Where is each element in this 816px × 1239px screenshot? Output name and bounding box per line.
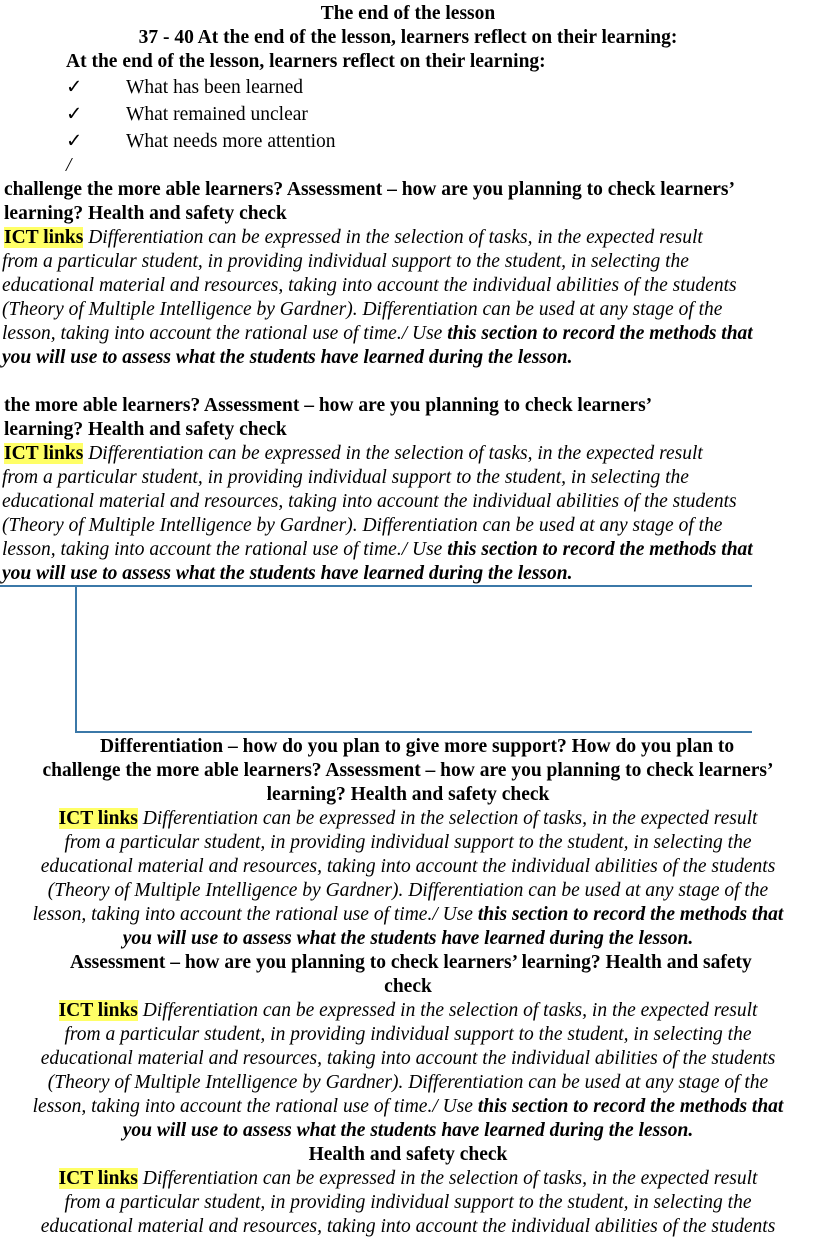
body-line: you will use to assess what the students have learned during the lesson. <box>2 563 573 584</box>
differentiation-text: Differentiation can be expressed in the selection of tasks, in the expected result <box>83 443 703 464</box>
block-heading-line: learning? Health and safety check <box>266 784 550 805</box>
body-line: from a particular student, in providing individual support to the student, in selecting the <box>64 832 752 853</box>
ict-links-label: ICT links <box>58 1000 138 1021</box>
ict-line <box>0 999 816 1023</box>
reflection-item: What has been learned <box>126 77 304 98</box>
body-line: educational material and resources, taking into account the individual abilities of the students <box>40 856 776 877</box>
body-line: you will use to assess what the students have learned during the lesson. <box>122 928 694 949</box>
block-heading-line: challenge the more able learners? Assessment – how are you planning to check learners’ <box>4 179 736 200</box>
differentiation-text: Differentiation can be expressed in the selection of tasks, in the expected result <box>137 808 758 829</box>
body-line: educational material and resources, taking into account the individual abilities of the students <box>40 1048 776 1069</box>
ict-links-label: ICT links <box>4 443 84 464</box>
body-line: you will use to assess what the students have learned during the lesson. <box>2 347 573 368</box>
check-icon: ✓ <box>66 77 83 98</box>
block-heading-line: challenge the more able learners? Assessment – how are you planning to check learners’ <box>42 760 774 781</box>
ict-links-label: ICT links <box>4 227 84 248</box>
body-line: from a particular student, in providing individual support to the student, in selecting the <box>64 1024 752 1045</box>
timing-line: 37 - 40 At the end of the lesson, learners reflect on their learning: <box>138 27 678 48</box>
body-line: you will use to assess what the students have learned during the lesson. <box>122 1120 694 1141</box>
lesson-end-title: The end of the lesson <box>320 3 496 24</box>
body-line: educational material and resources, taking into account the individual abilities of the students <box>2 491 737 512</box>
ict-line <box>4 226 703 250</box>
glyph-line: / <box>66 155 72 176</box>
ict-line <box>4 442 703 466</box>
body-line: (Theory of Multiple Intelligence by Gardner). Differentiation can be used at any stage of the <box>47 1072 769 1093</box>
block-heading-line: Health and safety check <box>308 1144 508 1165</box>
table-border-left <box>75 585 77 733</box>
ict-line <box>0 807 816 831</box>
body-line: educational material and resources, taking into account the individual abilities of the students <box>40 1216 776 1237</box>
ict-links-label: ICT links <box>58 808 138 829</box>
body-line: from a particular student, in providing individual support to the student, in selecting the <box>64 1192 752 1213</box>
block-heading-line: Differentiation – how do you plan to give more support? How do you plan to <box>100 736 735 757</box>
block-heading-line: learning? Health and safety check <box>4 203 287 224</box>
check-icon: ✓ <box>66 131 83 152</box>
body-line: lesson, taking into account the rational use of time./ Use this section to record the methods that <box>32 1096 784 1117</box>
reflection-item: What needs more attention <box>126 131 336 152</box>
differentiation-text: Differentiation can be expressed in the selection of tasks, in the expected result <box>137 1000 758 1021</box>
body-line: (Theory of Multiple Intelligence by Gardner). Differentiation can be used at any stage of the <box>2 299 723 320</box>
block-heading-line: Assessment – how are you planning to check learners’ learning? Health and safety <box>70 952 752 973</box>
body-line: lesson, taking into account the rational use of time./ Use this section to record the methods that <box>2 539 753 560</box>
ict-line <box>0 1167 816 1191</box>
differentiation-text: Differentiation can be expressed in the selection of tasks, in the expected result <box>83 227 703 248</box>
block-heading-line: check <box>384 976 432 997</box>
block-heading-line: the more able learners? Assessment – how are you planning to check learners’ <box>4 395 653 416</box>
body-line: from a particular student, in providing individual support to the student, in selecting the <box>2 467 689 488</box>
body-line: from a particular student, in providing individual support to the student, in selecting the <box>2 251 689 272</box>
differentiation-text: Differentiation can be expressed in the selection of tasks, in the expected result <box>137 1168 758 1189</box>
body-line: lesson, taking into account the rational use of time./ Use this section to record the methods that <box>2 323 753 344</box>
body-line: (Theory of Multiple Intelligence by Gardner). Differentiation can be used at any stage of the <box>2 515 723 536</box>
table-border-top <box>0 585 752 587</box>
reflect-heading: At the end of the lesson, learners reflect on their learning: <box>66 51 546 72</box>
ict-links-label: ICT links <box>58 1168 138 1189</box>
body-line: lesson, taking into account the rational use of time./ Use this section to record the methods that <box>32 904 784 925</box>
check-icon: ✓ <box>66 104 83 125</box>
body-line: educational material and resources, taking into account the individual abilities of the students <box>2 275 737 296</box>
block-heading-line: learning? Health and safety check <box>4 419 287 440</box>
table-border-bottom <box>75 731 752 733</box>
body-line: (Theory of Multiple Intelligence by Gardner). Differentiation can be used at any stage of the <box>47 880 769 901</box>
reflection-item: What remained unclear <box>126 104 308 125</box>
